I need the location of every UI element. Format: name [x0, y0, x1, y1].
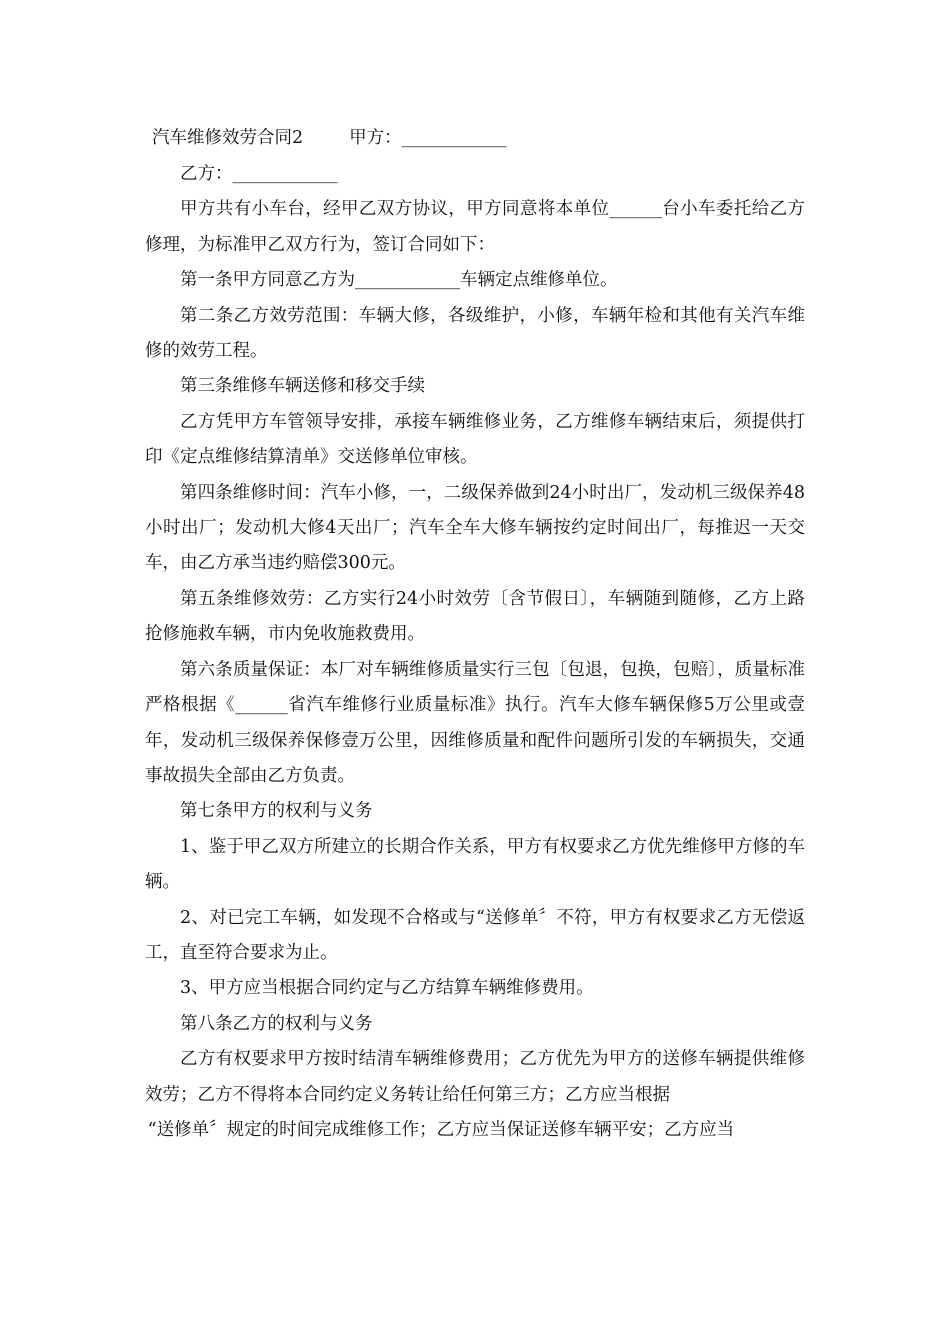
contract-body: [145, 157, 805, 1148]
party-a-field: 甲方：____________: [349, 128, 507, 148]
article-2: 第二条乙方效劳范围：车辆大修，各级维护，小修，车辆年检和其他有关汽车维修的效劳工程。: [145, 305, 805, 362]
article-1: 第一条甲方同意乙方为____________车辆定点维修单位。: [180, 270, 618, 291]
article-8-heading: 第八条乙方的权利与义务: [180, 1013, 373, 1034]
article-6: 第六条质量保证：本厂对车辆维修质量实行三包〔包退，包换，包赔〕，质量标准严格根据《______省汽车维修行业质量标准》执行。汽车大修车辆保修5万公里或壹年，发动机三级保养保修壹万公里，因维修质量和配件问题所引发的车辆损失，交通事故损失全部由乙方负责。: [145, 659, 805, 786]
document-title: 汽车维修效劳合同2: [152, 128, 304, 148]
party-b-field: 乙方：____________: [180, 164, 338, 184]
article-7-item-3: 3、甲方应当根据合同约定与乙方结算车辆维修费用。: [180, 978, 594, 999]
article-5: 第五条维修效劳：乙方实行24小时效劳〔含节假日〕，车辆随到随修，乙方上路抢修施救车辆，市内免收施救费用。: [145, 588, 805, 645]
article-7-item-2: 2、对已完工车辆，如发现不合格或与“送修单〞不符，甲方有权要求乙方无偿返工，直至符合要求为止。: [145, 907, 805, 963]
article-4: 第四条维修时间：汽车小修，一，二级保养做到24小时出厂，发动机三级保养48小时出厂；发动机大修4天出厂；汽车全车大修车辆按约定时间出厂，每推迟一天交车，由乙方承当违约赔偿300元。: [145, 482, 805, 574]
article-8-body: 乙方有权要求甲方按时结清车辆维修费用；乙方优先为甲方的送修车辆提供维修效劳；乙方不得将本合同约定义务转让给任何第三方；乙方应当根据: [145, 1049, 805, 1105]
article-8-continuation: “送修单〞规定的时间完成维修工作；乙方应当保证送修车辆平安；乙方应当: [147, 1119, 735, 1140]
article-3-heading: 第三条维修车辆送修和移交手续: [180, 376, 425, 397]
article-3-body: 乙方凭甲方车管领导安排，承接车辆维修业务，乙方维修车辆结束后，须提供打印《定点维修结算清单》交送修单位审核。: [145, 411, 805, 468]
article-7-item-1: 1、鉴于甲乙双方所建立的长期合作关系，甲方有权要求乙方优先维修甲方修的车辆。: [145, 836, 805, 893]
article-7-heading: 第七条甲方的权利与义务: [180, 801, 373, 822]
title-line: [152, 124, 507, 152]
preamble-paragraph: 甲方共有小车台，经甲乙双方协议，甲方同意将本单位______台小车委托给乙方修理，为标准甲乙双方行为，签订合同如下：: [145, 199, 805, 255]
